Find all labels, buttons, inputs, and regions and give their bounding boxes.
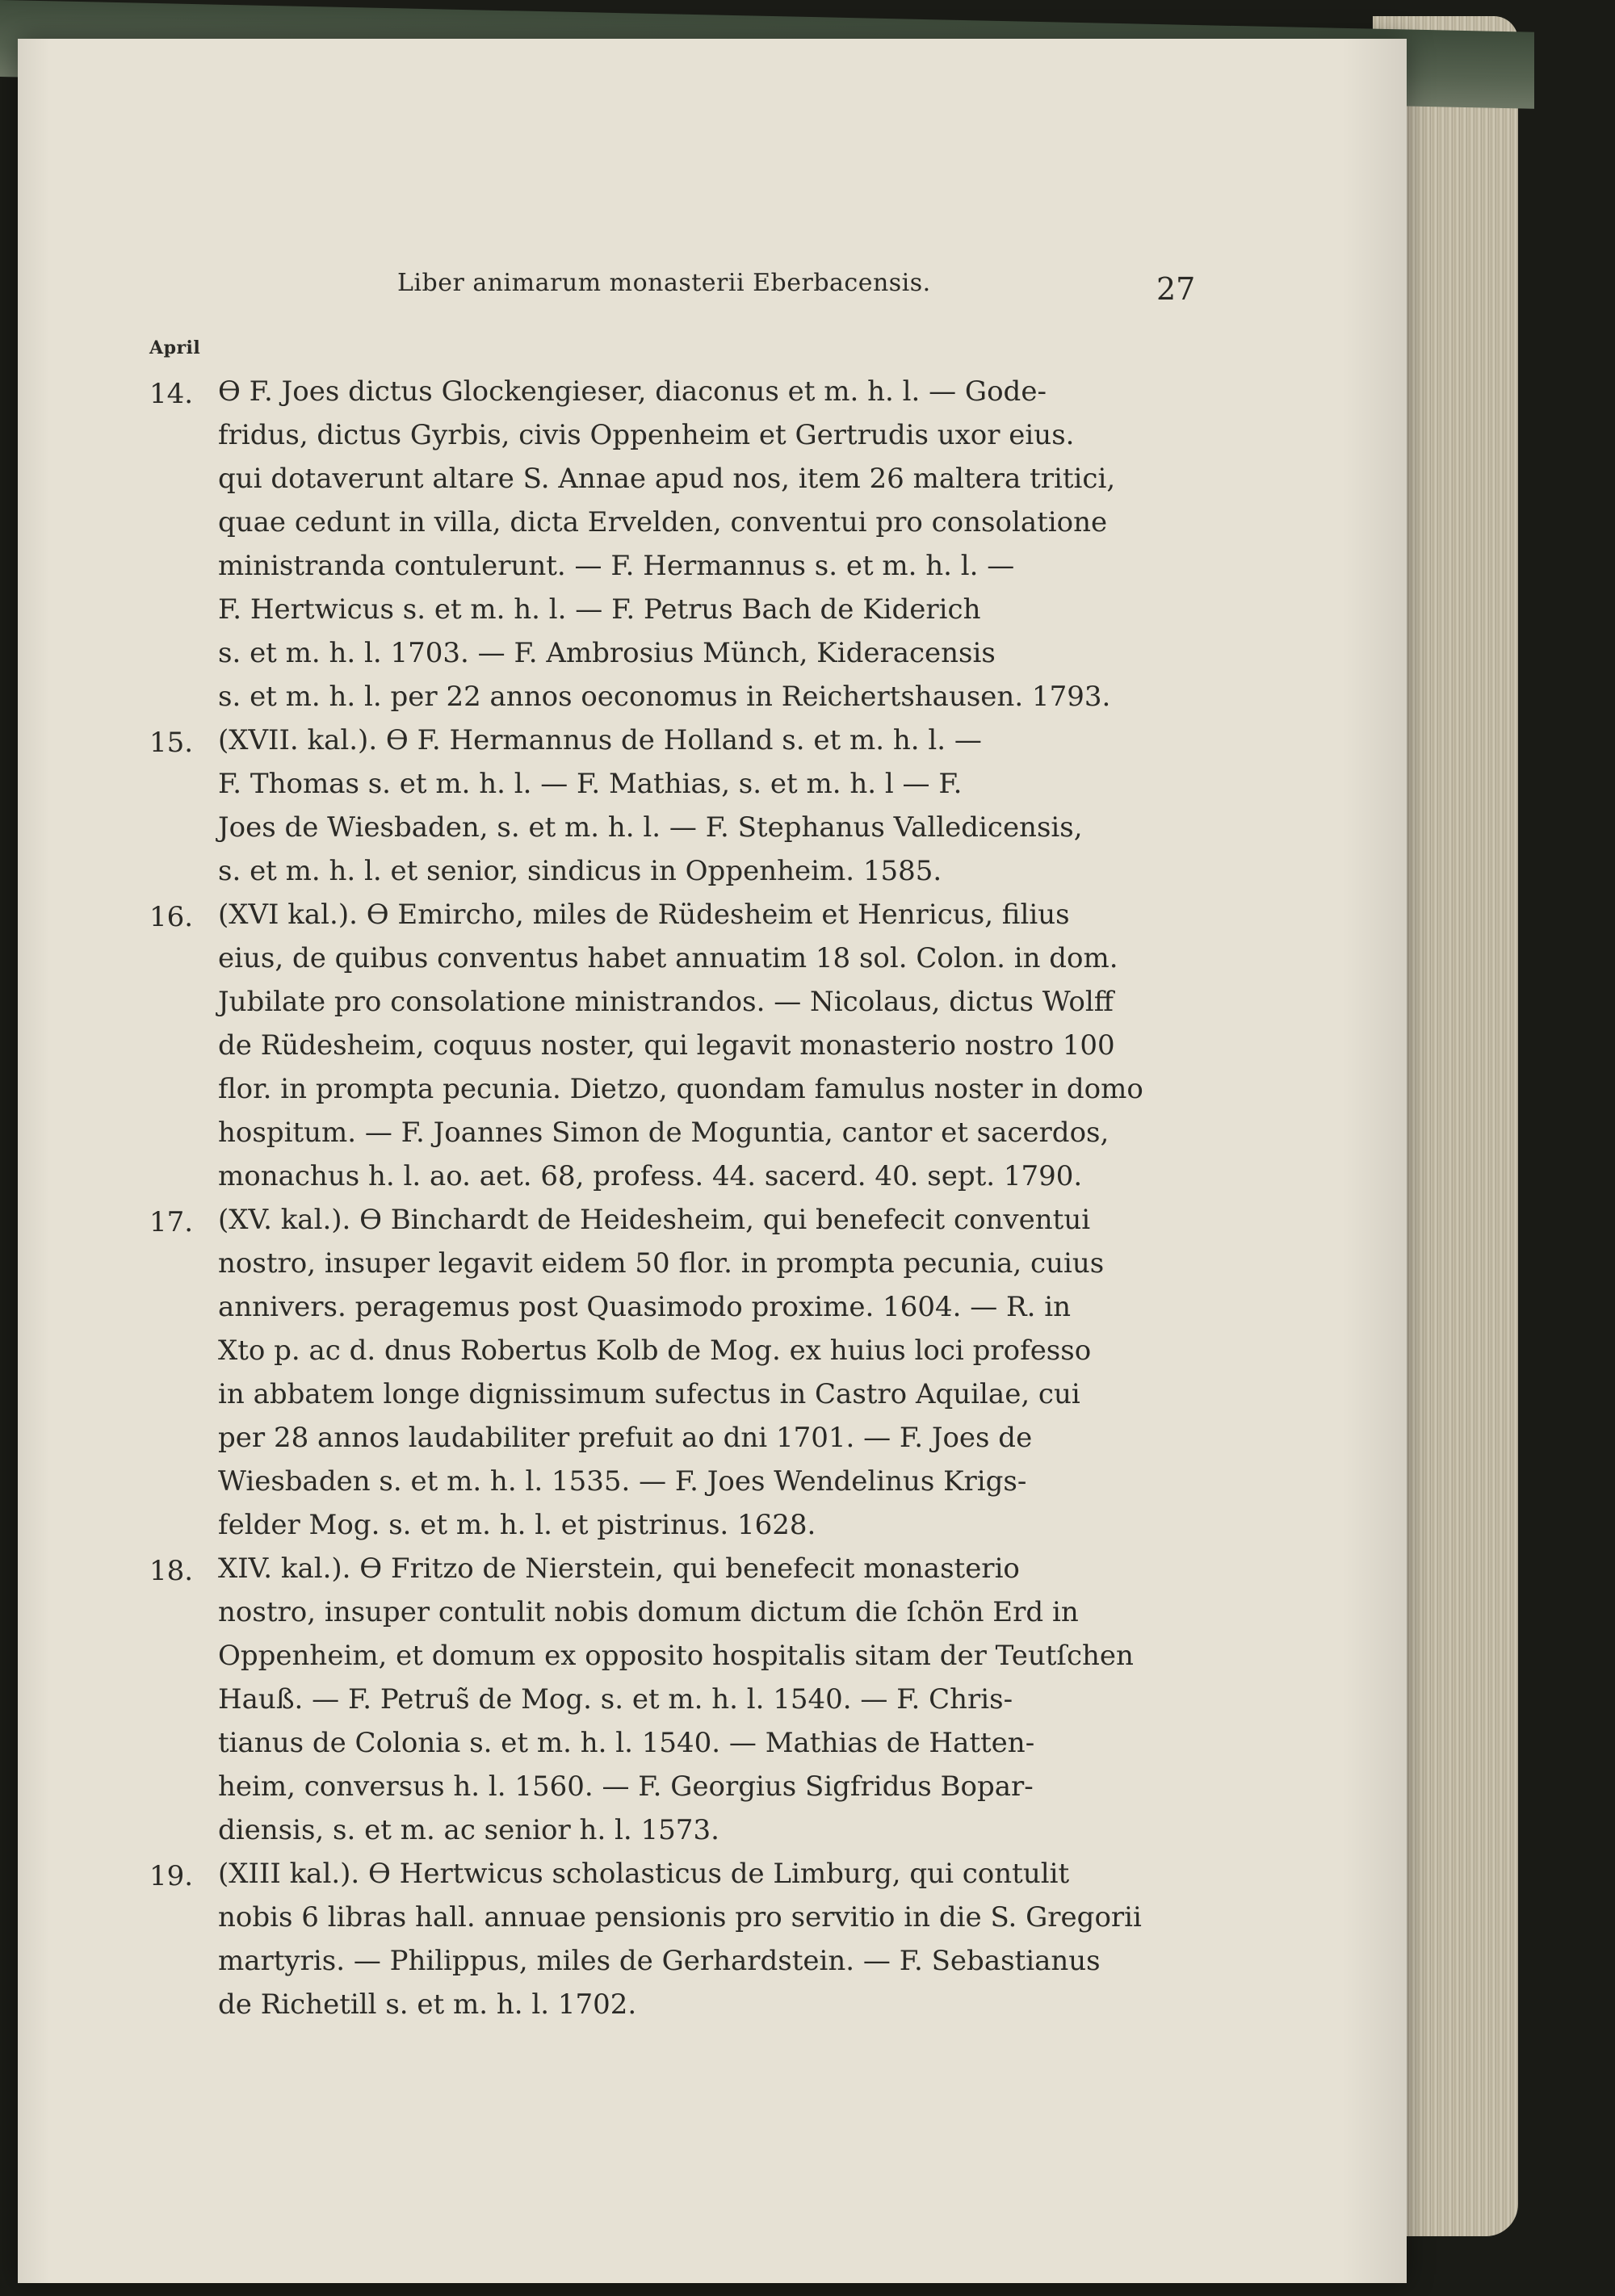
text-line: qui dotaverunt altare S. Annae apud nos, item 26 maltera tritici,	[218, 463, 1116, 495]
text-line: ministranda contulerunt. — F. Hermannus s. et m. h. l. —	[218, 550, 1015, 582]
text-line: Joes de Wiesbaden, s. et m. h. l. — F. Stephanus Valledicensis,	[218, 811, 1083, 844]
text-line: nostro, insuper legavit eidem 50 flor. in prompta pecunia, cuius	[218, 1247, 1105, 1280]
text-line: ϴ F. Joes dictus Glockengieser, diaconus et m. h. l. — Gode-	[218, 375, 1047, 408]
text-line: nostro, insuper contulit nobis domum dictum die ſchön Erd in	[218, 1596, 1079, 1628]
text-line: fridus, dictus Gyrbis, civis Oppenheim et Gertrudis uxor eius.	[218, 419, 1075, 451]
text-line: nobis 6 libras hall. annuae pensionis pro servitio in die S. Gregorii	[218, 1901, 1142, 1934]
text-line: flor. in prompta pecunia. Dietzo, quondam famulus noster in domo	[218, 1073, 1143, 1105]
text-line: heim, conversus h. l. 1560. — F. Georgius Sigfridus Bopar-	[218, 1770, 1034, 1803]
text-line: martyris. — Philippus, miles de Gerhardstein. — F. Sebastianus	[218, 1945, 1101, 1977]
text-line: (XVI kal.). ϴ Emircho, miles de Rüdesheim et Henricus, filius	[218, 899, 1070, 931]
text-line: (XVII. kal.). ϴ F. Hermannus de Holland s. et m. h. l. —	[218, 724, 982, 756]
text-line: de Rüdesheim, coquus noster, qui legavit monasterio nostro 100	[218, 1029, 1115, 1062]
day-number: 16.	[149, 901, 194, 933]
text-line: Hauß. — F. Petrus̃ de Mog. s. et m. h. l. 1540. — F. Chris-	[218, 1683, 1013, 1716]
text-line: tianus de Colonia s. et m. h. l. 1540. — Mathias de Hatten-	[218, 1727, 1035, 1759]
text-line: per 28 annos laudabiliter prefuit ao dni 1701. — F. Joes de	[218, 1422, 1033, 1454]
text-line: de Richetill s. et m. h. l. 1702.	[218, 1988, 637, 2021]
text-line: (XIII kal.). ϴ Hertwicus scholasticus de Limburg, qui contulit	[218, 1858, 1070, 1890]
text-line: hospitum. — F. Joannes Simon de Moguntia, cantor et sacerdos,	[218, 1117, 1110, 1149]
day-number: 17.	[149, 1206, 194, 1238]
day-number: 14.	[149, 378, 194, 410]
text-line: F. Hertwicus s. et m. h. l. — F. Petrus Bach de Kiderich	[218, 593, 981, 626]
day-number: 18.	[149, 1555, 194, 1587]
text-line: Jubilate pro consolatione ministrandos. — Nicolaus, dictus Wolff	[218, 986, 1114, 1018]
text-line: s. et m. h. l. 1703. — F. Ambrosius Münch, Kideracensis	[218, 637, 996, 669]
text-line: annivers. peragemus post Quasimodo proxime. 1604. — R. in	[218, 1291, 1071, 1323]
text-line: in abbatem longe dignissimum sufectus in Castro Aquilae, cui	[218, 1378, 1080, 1410]
page-number: 27	[1156, 271, 1196, 307]
month-label: April	[149, 337, 201, 358]
text-line: Wiesbaden s. et m. h. l. 1535. — F. Joes Wendelinus Krigs-	[218, 1465, 1027, 1498]
text-line: Xto p. ac d. dnus Robertus Kolb de Mog. ex huius loci professo	[218, 1334, 1092, 1367]
text-line: eius, de quibus conventus habet annuatim 18 sol. Colon. in dom.	[218, 942, 1118, 974]
text-line: s. et m. h. l. et senior, sindicus in Oppenheim. 1585.	[218, 855, 942, 887]
text-line: F. Thomas s. et m. h. l. — F. Mathias, s. et m. h. l — F.	[218, 768, 963, 800]
text-line: felder Mog. s. et m. h. l. et pistrinus. 1628.	[218, 1509, 816, 1541]
text-line: XIV. kal.). ϴ Fritzo de Nierstein, qui benefecit monasterio	[218, 1552, 1020, 1585]
day-number: 15.	[149, 727, 194, 759]
text-line: monachus h. l. ao. aet. 68, profess. 44. sacerd. 40. sept. 1790.	[218, 1160, 1083, 1192]
day-number: 19.	[149, 1860, 194, 1892]
text-line: quae cedunt in villa, dicta Ervelden, conventui pro consolatione	[218, 506, 1108, 538]
text-line: (XV. kal.). ϴ Binchardt de Heidesheim, qui benefecit conventui	[218, 1204, 1091, 1236]
book-page	[18, 39, 1407, 2283]
text-line: Oppenheim, et domum ex opposito hospitalis sitam der Teutſchen	[218, 1640, 1134, 1672]
running-head: Liber animarum monasterii Eberbacensis.	[397, 269, 931, 297]
text-line: diensis, s. et m. ac senior h. l. 1573.	[218, 1814, 719, 1846]
text-line: s. et m. h. l. per 22 annos oeconomus in Reichertshausen. 1793.	[218, 681, 1111, 713]
